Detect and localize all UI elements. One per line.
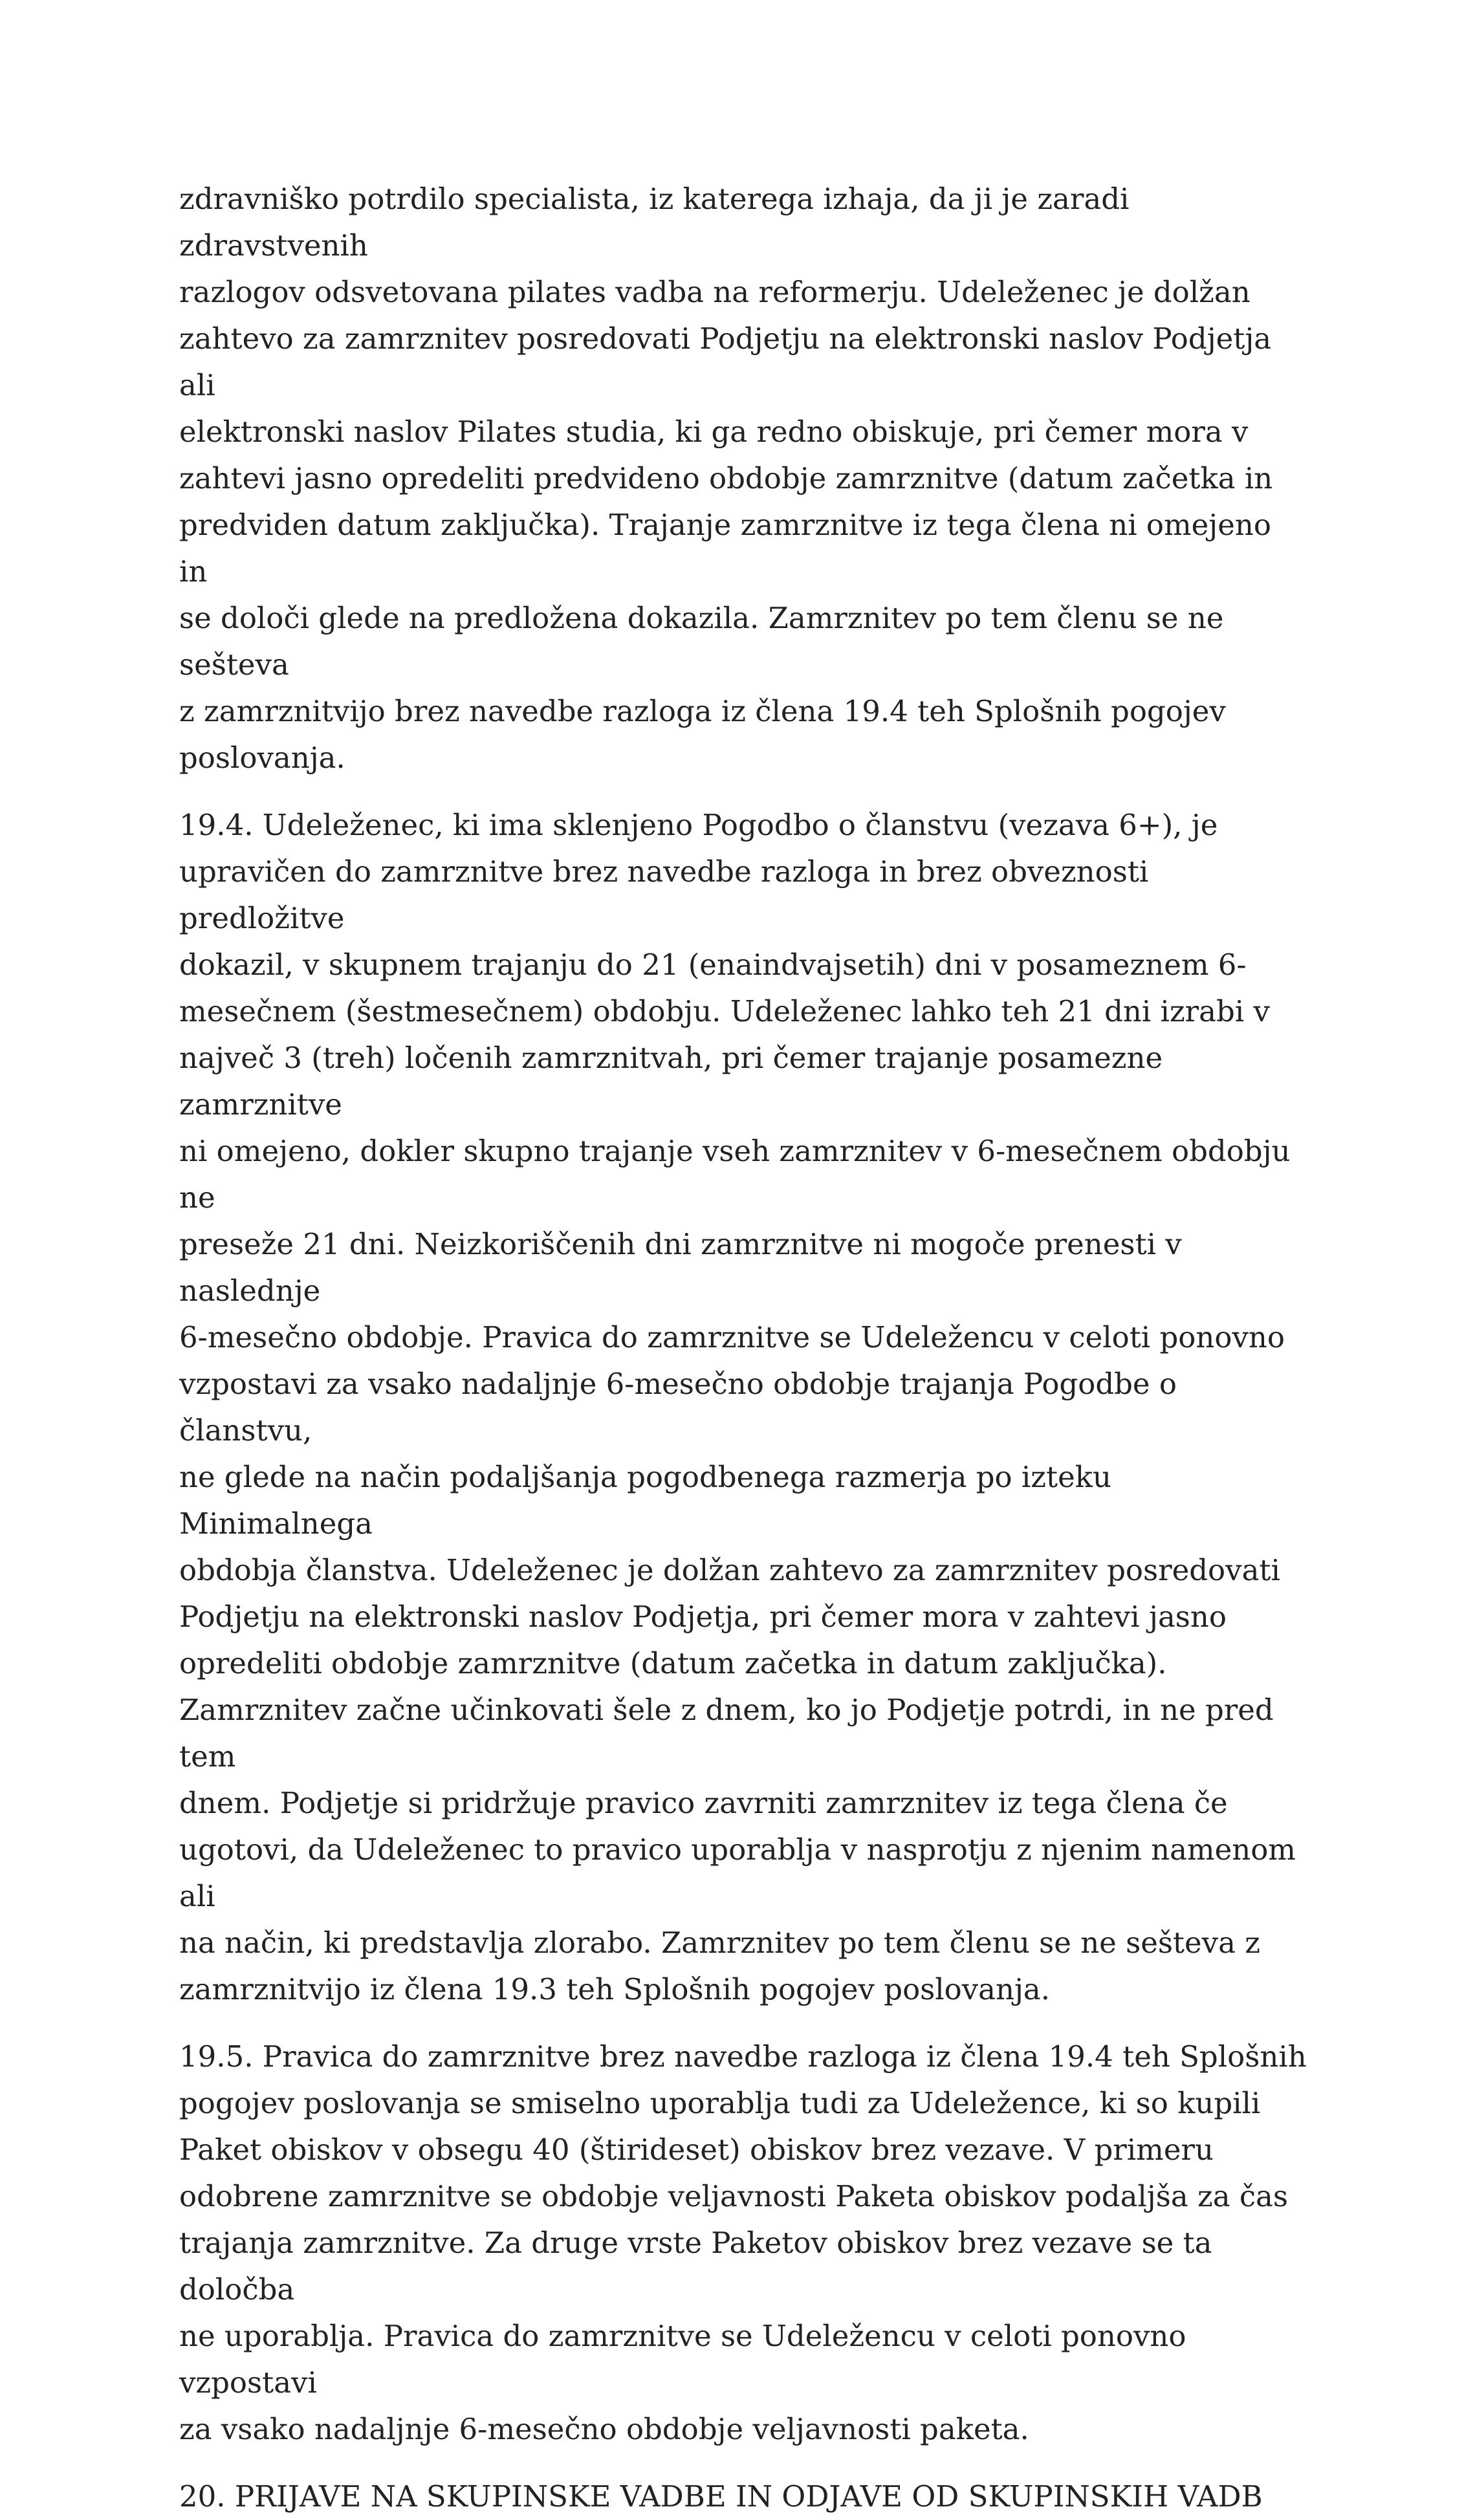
paragraph-19-4: 19.4. Udeleženec, ki ima sklenjeno Pogodbo o članstvu (vezava 6+), je upravičen do zamrznitve brez navedbe razloga in brez obveznosti predložitve dokazil, v skupnem trajanju do 21 (enaindvajsetih) dni v posameznem 6- mesečnem (šestmesečnem) obdobju. Udeleženec lahko teh 21 dni izrabi v največ 3 (treh) ločenih zamrznitvah, pri čemer trajanje posamezne zamrznitve ni omejeno, dokler skupno trajanje vseh zamrznitev v 6-mesečnem obdobju ne preseže 21 dni. Neizkoriščenih dni zamrznitve ni mogoče prenesti v naslednje 6-mesečno obdobje. Pravica do zamrznitve se Udeležencu v celoti ponovno vzpostavi za vsako nadaljnje 6-mesečno obdobje trajanja Pogodbe o članstvu, ne glede na način podaljšanja pogodbenega razmerja po izteku Minimalnega obdobja članstva. Udeleženec je dolžan zahtevo za zamrznitev posredovati Podjetju na elektronski naslov Podjetja, pri čemer mora v zahtevi jasno opredeliti obdobje zamrznitve (datum začetka in datum zaključka). Zamrznitev začne učinkovati šele z dnem, ko jo Podjetje potrdi, in ne pred tem dnem. Podjetje si pridržuje pravico zavrniti zamrznitev iz tega člena če ugotovi, da Udeleženec to pravico uporablja v nasprotju z njenim namenom ali na način, ki predstavlja zlorabo. Zamrznitev po tem členu se ne sešteva z zamrznitvijo iz člena 19.3 teh Splošnih pogojev poslovanja. [179, 808, 1296, 2006]
section-heading-20: 20. PRIJAVE NA SKUPINSKE VADBE IN ODJAVE OD SKUPINSKIH VADB [179, 2479, 1263, 2514]
document-body [179, 176, 1308, 2520]
paragraph-19-5: 19.5. Pravica do zamrznitve brez navedbe razloga iz člena 19.4 teh Splošnih pogojev poslovanja se smiselno uporablja tudi za Udeležence, ki so kupili Paket obiskov v obsegu 40 (štirideset) obiskov brez vezave. V primeru odobrene zamrznitve se obdobje veljavnosti Paketa obiskov podaljša za čas trajanja zamrznitve. Za druge vrste Paketov obiskov brez vezave se ta določba ne uporablja. Pravica do zamrznitve se Udeležencu v celoti ponovno vzpostavi za vsako nadaljnje 6-mesečno obdobje veljavnosti paketa. [179, 2039, 1307, 2446]
paragraph-19-3-continuation: zdravniško potrdilo specialista, iz katerega izhaja, da ji je zaradi zdravstvenih razlogov odsvetovana pilates vadba na reformerju. Udeleženec je dolžan zahtevo za zamrznitev posredovati Podjetju na elektronski naslov Podjetja ali elektronski naslov Pilates studia, ki ga redno obiskuje, pri čemer mora v zahtevi jasno opredeliti predvideno obdobje zamrznitve (datum začetka in predviden datum zaključka). Trajanje zamrznitve iz tega člena ni omejeno in se določi glede na predložena dokazila. Zamrznitev po tem členu se ne sešteva z zamrznitvijo brez navedbe razloga iz člena 19.4 teh Splošnih pogojev poslovanja. [179, 182, 1273, 775]
